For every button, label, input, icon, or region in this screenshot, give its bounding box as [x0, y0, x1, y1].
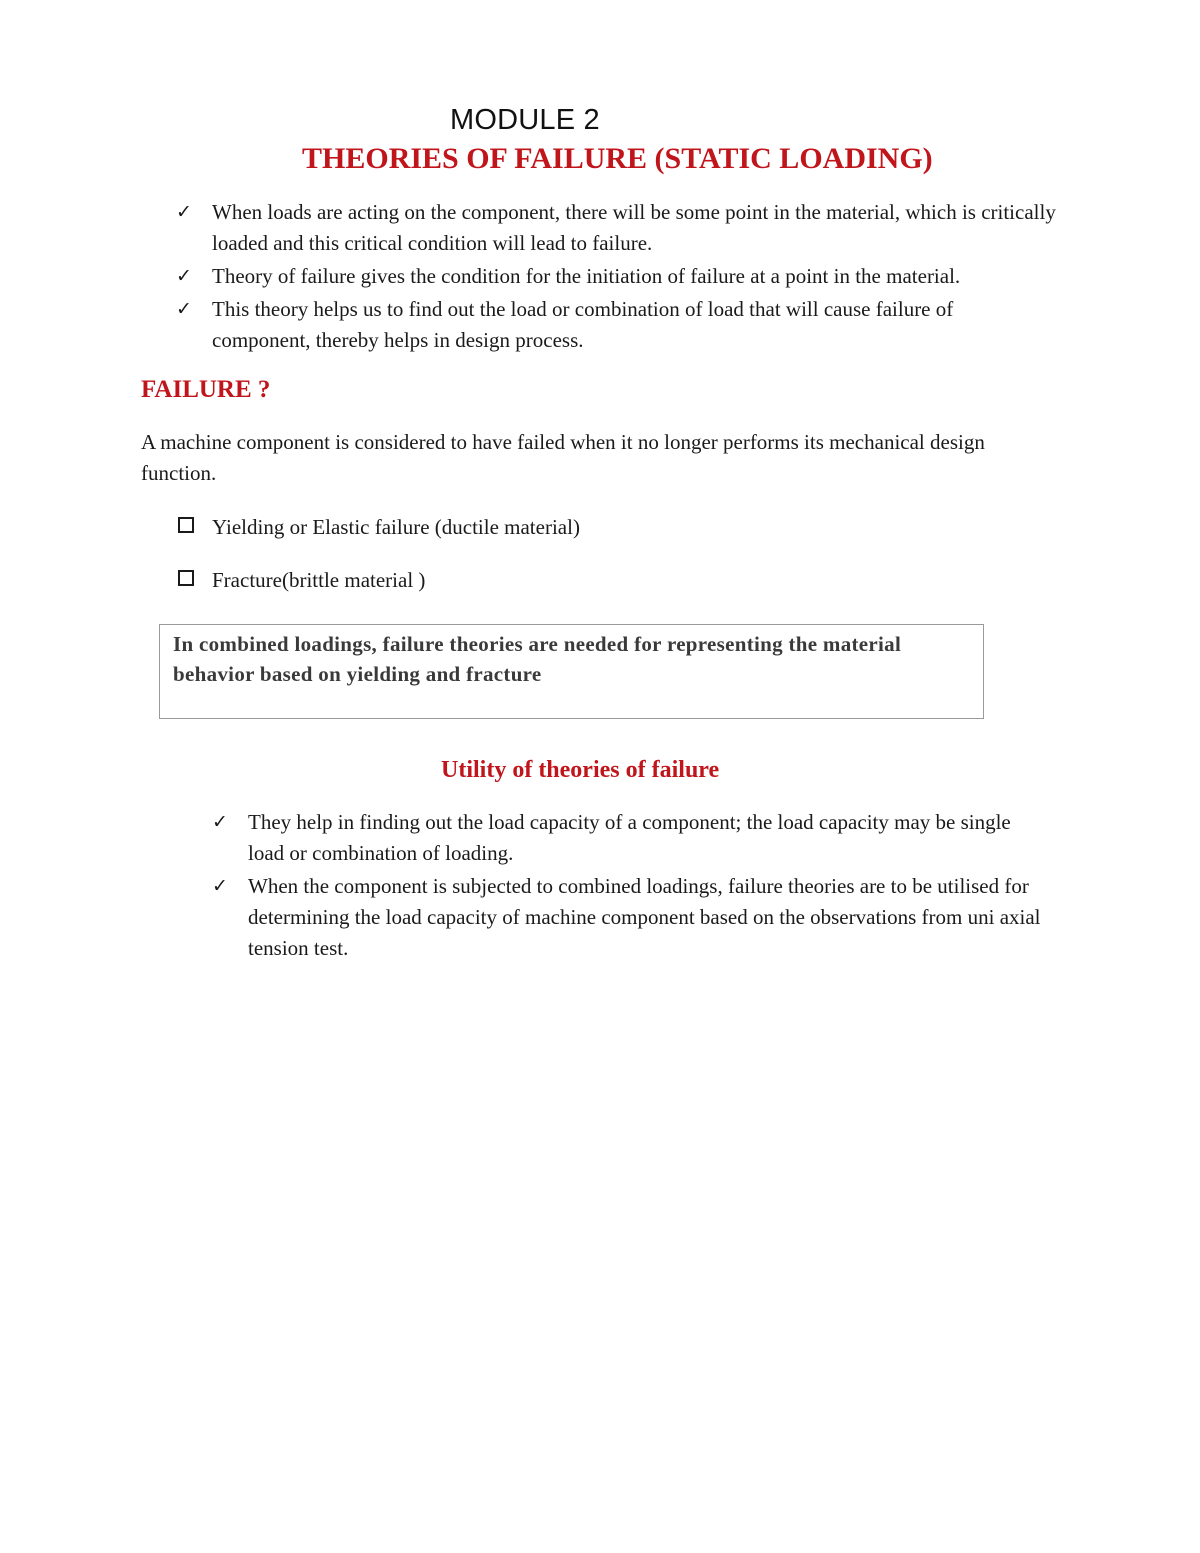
list-item: [212, 807, 1042, 869]
checkbox-square-icon: [178, 517, 194, 533]
intro-bullet-list: [176, 197, 1056, 358]
failure-type-item: [178, 512, 580, 542]
utility-heading: Utility of theories of failure: [441, 757, 720, 783]
check-icon: ✓: [176, 265, 192, 287]
list-item: [176, 294, 1056, 356]
failure-definition: A machine component is considered to have failed when it no longer performs its mechanical design function.: [141, 430, 985, 485]
module-label: MODULE 2: [450, 104, 600, 136]
callout-box: [159, 624, 984, 719]
check-icon: ✓: [176, 201, 192, 223]
failure-type-text: Fracture(brittle material ): [212, 568, 426, 592]
page-title: THEORIES OF FAILURE (STATIC LOADING): [302, 142, 933, 175]
check-icon: ✓: [176, 298, 192, 320]
utility-bullet-list: [212, 807, 1042, 966]
list-item: [212, 871, 1042, 964]
failure-type-item: [178, 565, 425, 595]
bullet-text: When loads are acting on the component, there will be some point in the material, which is critically loaded and this critical condition will lead to failure.: [212, 200, 1056, 255]
check-icon: ✓: [212, 875, 228, 897]
callout-text: In combined loadings, failure theories are needed for representing the material behavior based on yielding and fracture: [173, 632, 902, 686]
bullet-text: This theory helps us to find out the load or combination of load that will cause failure of component, thereby helps in design process.: [212, 297, 954, 352]
check-icon: ✓: [212, 811, 228, 833]
bullet-text: They help in finding out the load capacity of a component; the load capacity may be single load or combination of loading.: [248, 810, 1011, 865]
checkbox-square-icon: [178, 570, 194, 586]
list-item: [176, 197, 1056, 259]
list-item: [176, 261, 1056, 292]
failure-heading: FAILURE ?: [141, 376, 271, 403]
bullet-text: Theory of failure gives the condition for the initiation of failure at a point in the material.: [212, 264, 961, 288]
failure-type-text: Yielding or Elastic failure (ductile material): [212, 515, 580, 539]
bullet-text: When the component is subjected to combined loadings, failure theories are to be utilised for determining the load capacity of machine component based on the observations from uni axial tension test.: [248, 874, 1041, 960]
